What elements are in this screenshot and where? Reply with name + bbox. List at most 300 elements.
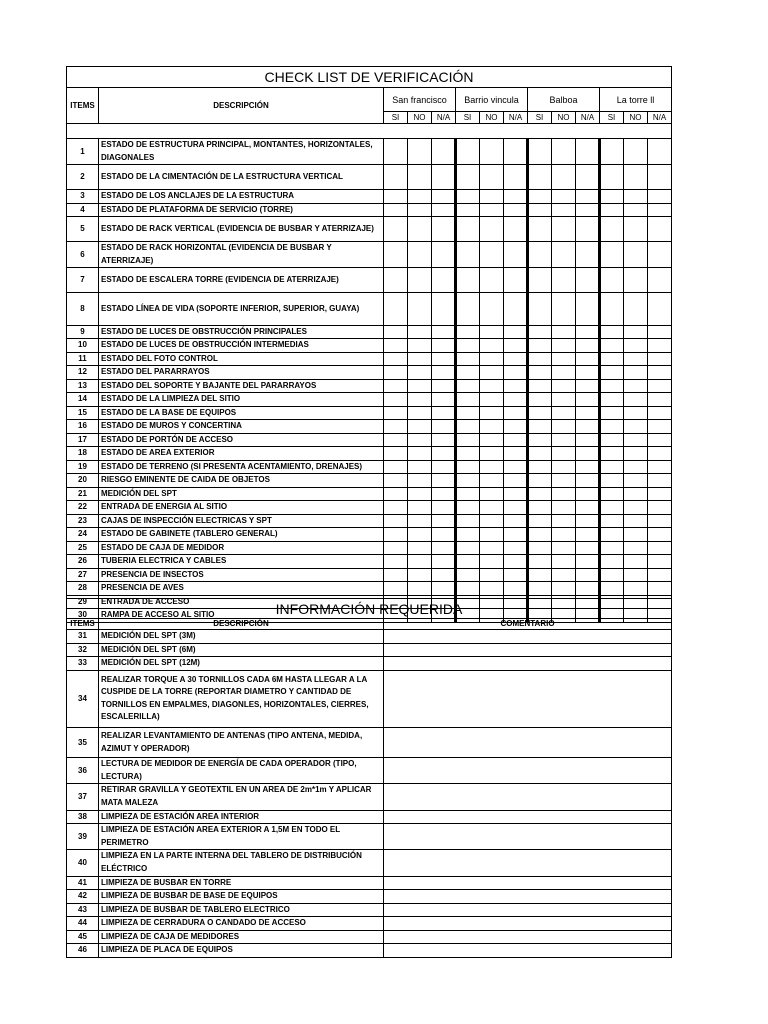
check-cell[interactable] bbox=[456, 242, 480, 268]
comment-cell[interactable] bbox=[384, 784, 672, 810]
check-cell[interactable] bbox=[528, 379, 552, 393]
comment-cell[interactable] bbox=[384, 657, 672, 671]
comment-cell[interactable] bbox=[384, 930, 672, 944]
check-cell[interactable] bbox=[504, 203, 528, 217]
check-cell[interactable] bbox=[528, 242, 552, 268]
check-cell[interactable] bbox=[600, 501, 624, 515]
check-cell[interactable] bbox=[480, 487, 504, 501]
check-cell[interactable] bbox=[504, 474, 528, 488]
check-cell[interactable] bbox=[504, 268, 528, 293]
check-cell[interactable] bbox=[600, 393, 624, 407]
check-cell[interactable] bbox=[432, 293, 456, 326]
check-cell[interactable] bbox=[624, 474, 648, 488]
comment-cell[interactable] bbox=[384, 643, 672, 657]
check-cell[interactable] bbox=[552, 325, 576, 339]
check-cell[interactable] bbox=[432, 352, 456, 366]
check-cell[interactable] bbox=[504, 242, 528, 268]
check-cell[interactable] bbox=[480, 555, 504, 569]
check-cell[interactable] bbox=[624, 514, 648, 528]
check-cell[interactable] bbox=[552, 568, 576, 582]
check-cell[interactable] bbox=[552, 217, 576, 242]
check-cell[interactable] bbox=[456, 420, 480, 434]
check-cell[interactable] bbox=[576, 555, 600, 569]
check-cell[interactable] bbox=[624, 487, 648, 501]
check-cell[interactable] bbox=[480, 393, 504, 407]
check-cell[interactable] bbox=[624, 339, 648, 353]
check-cell[interactable] bbox=[648, 474, 672, 488]
check-cell[interactable] bbox=[600, 325, 624, 339]
check-cell[interactable] bbox=[624, 217, 648, 242]
check-cell[interactable] bbox=[480, 217, 504, 242]
check-cell[interactable] bbox=[648, 139, 672, 165]
check-cell[interactable] bbox=[480, 379, 504, 393]
check-cell[interactable] bbox=[432, 474, 456, 488]
check-cell[interactable] bbox=[648, 460, 672, 474]
check-cell[interactable] bbox=[408, 379, 432, 393]
check-cell[interactable] bbox=[408, 366, 432, 380]
check-cell[interactable] bbox=[504, 460, 528, 474]
check-cell[interactable] bbox=[648, 568, 672, 582]
check-cell[interactable] bbox=[528, 474, 552, 488]
check-cell[interactable] bbox=[576, 514, 600, 528]
check-cell[interactable] bbox=[384, 165, 408, 190]
check-cell[interactable] bbox=[432, 366, 456, 380]
check-cell[interactable] bbox=[456, 433, 480, 447]
check-cell[interactable] bbox=[600, 293, 624, 326]
check-cell[interactable] bbox=[624, 555, 648, 569]
check-cell[interactable] bbox=[648, 268, 672, 293]
check-cell[interactable] bbox=[480, 474, 504, 488]
check-cell[interactable] bbox=[432, 582, 456, 596]
check-cell[interactable] bbox=[648, 242, 672, 268]
comment-cell[interactable] bbox=[384, 917, 672, 931]
check-cell[interactable] bbox=[576, 139, 600, 165]
check-cell[interactable] bbox=[504, 582, 528, 596]
check-cell[interactable] bbox=[504, 528, 528, 542]
check-cell[interactable] bbox=[624, 568, 648, 582]
check-cell[interactable] bbox=[528, 528, 552, 542]
check-cell[interactable] bbox=[456, 293, 480, 326]
check-cell[interactable] bbox=[456, 190, 480, 204]
check-cell[interactable] bbox=[600, 268, 624, 293]
check-cell[interactable] bbox=[648, 420, 672, 434]
check-cell[interactable] bbox=[408, 339, 432, 353]
check-cell[interactable] bbox=[384, 487, 408, 501]
check-cell[interactable] bbox=[624, 293, 648, 326]
check-cell[interactable] bbox=[528, 487, 552, 501]
check-cell[interactable] bbox=[624, 203, 648, 217]
check-cell[interactable] bbox=[648, 582, 672, 596]
comment-cell[interactable] bbox=[384, 876, 672, 890]
check-cell[interactable] bbox=[456, 366, 480, 380]
check-cell[interactable] bbox=[432, 501, 456, 515]
check-cell[interactable] bbox=[576, 393, 600, 407]
check-cell[interactable] bbox=[408, 139, 432, 165]
check-cell[interactable] bbox=[552, 366, 576, 380]
check-cell[interactable] bbox=[576, 352, 600, 366]
check-cell[interactable] bbox=[408, 268, 432, 293]
check-cell[interactable] bbox=[480, 568, 504, 582]
check-cell[interactable] bbox=[576, 165, 600, 190]
check-cell[interactable] bbox=[624, 393, 648, 407]
check-cell[interactable] bbox=[528, 406, 552, 420]
check-cell[interactable] bbox=[648, 366, 672, 380]
check-cell[interactable] bbox=[408, 406, 432, 420]
check-cell[interactable] bbox=[408, 203, 432, 217]
check-cell[interactable] bbox=[600, 406, 624, 420]
check-cell[interactable] bbox=[480, 447, 504, 461]
check-cell[interactable] bbox=[384, 528, 408, 542]
check-cell[interactable] bbox=[576, 501, 600, 515]
check-cell[interactable] bbox=[432, 447, 456, 461]
check-cell[interactable] bbox=[504, 568, 528, 582]
check-cell[interactable] bbox=[432, 165, 456, 190]
check-cell[interactable] bbox=[384, 339, 408, 353]
check-cell[interactable] bbox=[648, 487, 672, 501]
check-cell[interactable] bbox=[456, 528, 480, 542]
check-cell[interactable] bbox=[384, 514, 408, 528]
check-cell[interactable] bbox=[504, 447, 528, 461]
check-cell[interactable] bbox=[528, 393, 552, 407]
check-cell[interactable] bbox=[552, 339, 576, 353]
check-cell[interactable] bbox=[384, 366, 408, 380]
check-cell[interactable] bbox=[528, 447, 552, 461]
check-cell[interactable] bbox=[624, 366, 648, 380]
check-cell[interactable] bbox=[432, 268, 456, 293]
check-cell[interactable] bbox=[600, 582, 624, 596]
check-cell[interactable] bbox=[408, 582, 432, 596]
check-cell[interactable] bbox=[384, 190, 408, 204]
check-cell[interactable] bbox=[648, 339, 672, 353]
check-cell[interactable] bbox=[648, 501, 672, 515]
check-cell[interactable] bbox=[384, 420, 408, 434]
check-cell[interactable] bbox=[504, 325, 528, 339]
check-cell[interactable] bbox=[384, 582, 408, 596]
check-cell[interactable] bbox=[384, 203, 408, 217]
check-cell[interactable] bbox=[528, 460, 552, 474]
check-cell[interactable] bbox=[648, 541, 672, 555]
check-cell[interactable] bbox=[480, 203, 504, 217]
check-cell[interactable] bbox=[528, 541, 552, 555]
check-cell[interactable] bbox=[576, 528, 600, 542]
check-cell[interactable] bbox=[600, 541, 624, 555]
check-cell[interactable] bbox=[384, 293, 408, 326]
check-cell[interactable] bbox=[480, 139, 504, 165]
check-cell[interactable] bbox=[480, 339, 504, 353]
check-cell[interactable] bbox=[432, 339, 456, 353]
check-cell[interactable] bbox=[600, 487, 624, 501]
check-cell[interactable] bbox=[624, 165, 648, 190]
check-cell[interactable] bbox=[384, 501, 408, 515]
check-cell[interactable] bbox=[552, 203, 576, 217]
check-cell[interactable] bbox=[600, 165, 624, 190]
check-cell[interactable] bbox=[504, 165, 528, 190]
check-cell[interactable] bbox=[600, 352, 624, 366]
check-cell[interactable] bbox=[552, 293, 576, 326]
check-cell[interactable] bbox=[384, 406, 408, 420]
check-cell[interactable] bbox=[552, 541, 576, 555]
check-cell[interactable] bbox=[384, 242, 408, 268]
check-cell[interactable] bbox=[528, 139, 552, 165]
check-cell[interactable] bbox=[384, 217, 408, 242]
check-cell[interactable] bbox=[624, 447, 648, 461]
check-cell[interactable] bbox=[480, 268, 504, 293]
check-cell[interactable] bbox=[504, 393, 528, 407]
check-cell[interactable] bbox=[480, 325, 504, 339]
check-cell[interactable] bbox=[624, 433, 648, 447]
check-cell[interactable] bbox=[480, 293, 504, 326]
check-cell[interactable] bbox=[576, 568, 600, 582]
check-cell[interactable] bbox=[576, 190, 600, 204]
check-cell[interactable] bbox=[552, 352, 576, 366]
check-cell[interactable] bbox=[648, 325, 672, 339]
check-cell[interactable] bbox=[552, 528, 576, 542]
check-cell[interactable] bbox=[480, 582, 504, 596]
check-cell[interactable] bbox=[528, 293, 552, 326]
check-cell[interactable] bbox=[408, 217, 432, 242]
check-cell[interactable] bbox=[456, 568, 480, 582]
check-cell[interactable] bbox=[480, 406, 504, 420]
check-cell[interactable] bbox=[480, 460, 504, 474]
check-cell[interactable] bbox=[576, 366, 600, 380]
check-cell[interactable] bbox=[624, 460, 648, 474]
check-cell[interactable] bbox=[528, 555, 552, 569]
check-cell[interactable] bbox=[480, 352, 504, 366]
check-cell[interactable] bbox=[408, 293, 432, 326]
check-cell[interactable] bbox=[384, 352, 408, 366]
check-cell[interactable] bbox=[384, 268, 408, 293]
comment-cell[interactable] bbox=[384, 758, 672, 784]
check-cell[interactable] bbox=[600, 447, 624, 461]
check-cell[interactable] bbox=[528, 190, 552, 204]
check-cell[interactable] bbox=[480, 514, 504, 528]
check-cell[interactable] bbox=[480, 420, 504, 434]
check-cell[interactable] bbox=[408, 487, 432, 501]
check-cell[interactable] bbox=[528, 203, 552, 217]
check-cell[interactable] bbox=[552, 582, 576, 596]
check-cell[interactable] bbox=[576, 242, 600, 268]
check-cell[interactable] bbox=[552, 406, 576, 420]
check-cell[interactable] bbox=[648, 190, 672, 204]
check-cell[interactable] bbox=[384, 393, 408, 407]
check-cell[interactable] bbox=[456, 393, 480, 407]
check-cell[interactable] bbox=[432, 190, 456, 204]
check-cell[interactable] bbox=[504, 555, 528, 569]
check-cell[interactable] bbox=[408, 541, 432, 555]
check-cell[interactable] bbox=[528, 366, 552, 380]
check-cell[interactable] bbox=[504, 487, 528, 501]
check-cell[interactable] bbox=[576, 420, 600, 434]
check-cell[interactable] bbox=[384, 433, 408, 447]
check-cell[interactable] bbox=[408, 433, 432, 447]
check-cell[interactable] bbox=[528, 352, 552, 366]
check-cell[interactable] bbox=[408, 190, 432, 204]
check-cell[interactable] bbox=[408, 325, 432, 339]
check-cell[interactable] bbox=[576, 217, 600, 242]
comment-cell[interactable] bbox=[384, 850, 672, 876]
check-cell[interactable] bbox=[576, 582, 600, 596]
comment-cell[interactable] bbox=[384, 670, 672, 728]
check-cell[interactable] bbox=[480, 433, 504, 447]
check-cell[interactable] bbox=[648, 433, 672, 447]
check-cell[interactable] bbox=[648, 379, 672, 393]
check-cell[interactable] bbox=[432, 541, 456, 555]
check-cell[interactable] bbox=[624, 406, 648, 420]
check-cell[interactable] bbox=[432, 514, 456, 528]
check-cell[interactable] bbox=[576, 379, 600, 393]
check-cell[interactable] bbox=[432, 325, 456, 339]
check-cell[interactable] bbox=[576, 325, 600, 339]
check-cell[interactable] bbox=[504, 339, 528, 353]
check-cell[interactable] bbox=[456, 487, 480, 501]
check-cell[interactable] bbox=[504, 379, 528, 393]
check-cell[interactable] bbox=[384, 325, 408, 339]
check-cell[interactable] bbox=[552, 139, 576, 165]
check-cell[interactable] bbox=[432, 460, 456, 474]
check-cell[interactable] bbox=[432, 393, 456, 407]
check-cell[interactable] bbox=[408, 474, 432, 488]
check-cell[interactable] bbox=[504, 139, 528, 165]
check-cell[interactable] bbox=[504, 501, 528, 515]
check-cell[interactable] bbox=[456, 268, 480, 293]
check-cell[interactable] bbox=[528, 217, 552, 242]
check-cell[interactable] bbox=[504, 406, 528, 420]
check-cell[interactable] bbox=[456, 203, 480, 217]
check-cell[interactable] bbox=[600, 474, 624, 488]
comment-cell[interactable] bbox=[384, 728, 672, 758]
check-cell[interactable] bbox=[456, 582, 480, 596]
check-cell[interactable] bbox=[648, 393, 672, 407]
check-cell[interactable] bbox=[408, 460, 432, 474]
check-cell[interactable] bbox=[528, 568, 552, 582]
check-cell[interactable] bbox=[624, 420, 648, 434]
check-cell[interactable] bbox=[552, 268, 576, 293]
check-cell[interactable] bbox=[504, 352, 528, 366]
check-cell[interactable] bbox=[648, 555, 672, 569]
check-cell[interactable] bbox=[528, 268, 552, 293]
check-cell[interactable] bbox=[600, 217, 624, 242]
check-cell[interactable] bbox=[576, 460, 600, 474]
check-cell[interactable] bbox=[624, 190, 648, 204]
check-cell[interactable] bbox=[408, 555, 432, 569]
check-cell[interactable] bbox=[576, 293, 600, 326]
check-cell[interactable] bbox=[384, 460, 408, 474]
check-cell[interactable] bbox=[576, 541, 600, 555]
check-cell[interactable] bbox=[408, 447, 432, 461]
check-cell[interactable] bbox=[408, 393, 432, 407]
check-cell[interactable] bbox=[528, 339, 552, 353]
check-cell[interactable] bbox=[576, 447, 600, 461]
check-cell[interactable] bbox=[624, 582, 648, 596]
check-cell[interactable] bbox=[576, 487, 600, 501]
check-cell[interactable] bbox=[600, 190, 624, 204]
check-cell[interactable] bbox=[552, 165, 576, 190]
check-cell[interactable] bbox=[624, 325, 648, 339]
check-cell[interactable] bbox=[456, 379, 480, 393]
check-cell[interactable] bbox=[648, 447, 672, 461]
check-cell[interactable] bbox=[528, 582, 552, 596]
check-cell[interactable] bbox=[552, 393, 576, 407]
comment-cell[interactable] bbox=[384, 903, 672, 917]
check-cell[interactable] bbox=[600, 379, 624, 393]
check-cell[interactable] bbox=[600, 568, 624, 582]
check-cell[interactable] bbox=[552, 501, 576, 515]
check-cell[interactable] bbox=[648, 352, 672, 366]
check-cell[interactable] bbox=[432, 242, 456, 268]
check-cell[interactable] bbox=[408, 528, 432, 542]
check-cell[interactable] bbox=[504, 433, 528, 447]
check-cell[interactable] bbox=[528, 433, 552, 447]
check-cell[interactable] bbox=[384, 568, 408, 582]
check-cell[interactable] bbox=[384, 379, 408, 393]
check-cell[interactable] bbox=[624, 379, 648, 393]
check-cell[interactable] bbox=[600, 514, 624, 528]
check-cell[interactable] bbox=[408, 514, 432, 528]
check-cell[interactable] bbox=[456, 217, 480, 242]
check-cell[interactable] bbox=[432, 433, 456, 447]
check-cell[interactable] bbox=[600, 420, 624, 434]
check-cell[interactable] bbox=[504, 366, 528, 380]
check-cell[interactable] bbox=[504, 514, 528, 528]
check-cell[interactable] bbox=[576, 339, 600, 353]
check-cell[interactable] bbox=[456, 165, 480, 190]
check-cell[interactable] bbox=[456, 406, 480, 420]
check-cell[interactable] bbox=[432, 487, 456, 501]
check-cell[interactable] bbox=[552, 514, 576, 528]
check-cell[interactable] bbox=[384, 139, 408, 165]
check-cell[interactable] bbox=[408, 420, 432, 434]
check-cell[interactable] bbox=[408, 165, 432, 190]
comment-cell[interactable] bbox=[384, 630, 672, 644]
check-cell[interactable] bbox=[552, 555, 576, 569]
check-cell[interactable] bbox=[480, 528, 504, 542]
check-cell[interactable] bbox=[624, 352, 648, 366]
check-cell[interactable] bbox=[600, 555, 624, 569]
check-cell[interactable] bbox=[480, 190, 504, 204]
check-cell[interactable] bbox=[648, 293, 672, 326]
check-cell[interactable] bbox=[432, 406, 456, 420]
check-cell[interactable] bbox=[504, 217, 528, 242]
check-cell[interactable] bbox=[456, 139, 480, 165]
check-cell[interactable] bbox=[408, 352, 432, 366]
check-cell[interactable] bbox=[624, 268, 648, 293]
check-cell[interactable] bbox=[552, 460, 576, 474]
check-cell[interactable] bbox=[456, 339, 480, 353]
check-cell[interactable] bbox=[456, 514, 480, 528]
check-cell[interactable] bbox=[456, 501, 480, 515]
check-cell[interactable] bbox=[552, 379, 576, 393]
check-cell[interactable] bbox=[480, 165, 504, 190]
check-cell[interactable] bbox=[624, 242, 648, 268]
check-cell[interactable] bbox=[552, 242, 576, 268]
check-cell[interactable] bbox=[456, 352, 480, 366]
check-cell[interactable] bbox=[648, 528, 672, 542]
check-cell[interactable] bbox=[456, 541, 480, 555]
check-cell[interactable] bbox=[480, 501, 504, 515]
check-cell[interactable] bbox=[384, 447, 408, 461]
check-cell[interactable] bbox=[648, 165, 672, 190]
check-cell[interactable] bbox=[600, 366, 624, 380]
check-cell[interactable] bbox=[504, 420, 528, 434]
check-cell[interactable] bbox=[576, 268, 600, 293]
check-cell[interactable] bbox=[576, 433, 600, 447]
check-cell[interactable] bbox=[408, 501, 432, 515]
check-cell[interactable] bbox=[456, 460, 480, 474]
check-cell[interactable] bbox=[456, 555, 480, 569]
check-cell[interactable] bbox=[552, 487, 576, 501]
check-cell[interactable] bbox=[600, 203, 624, 217]
check-cell[interactable] bbox=[552, 420, 576, 434]
